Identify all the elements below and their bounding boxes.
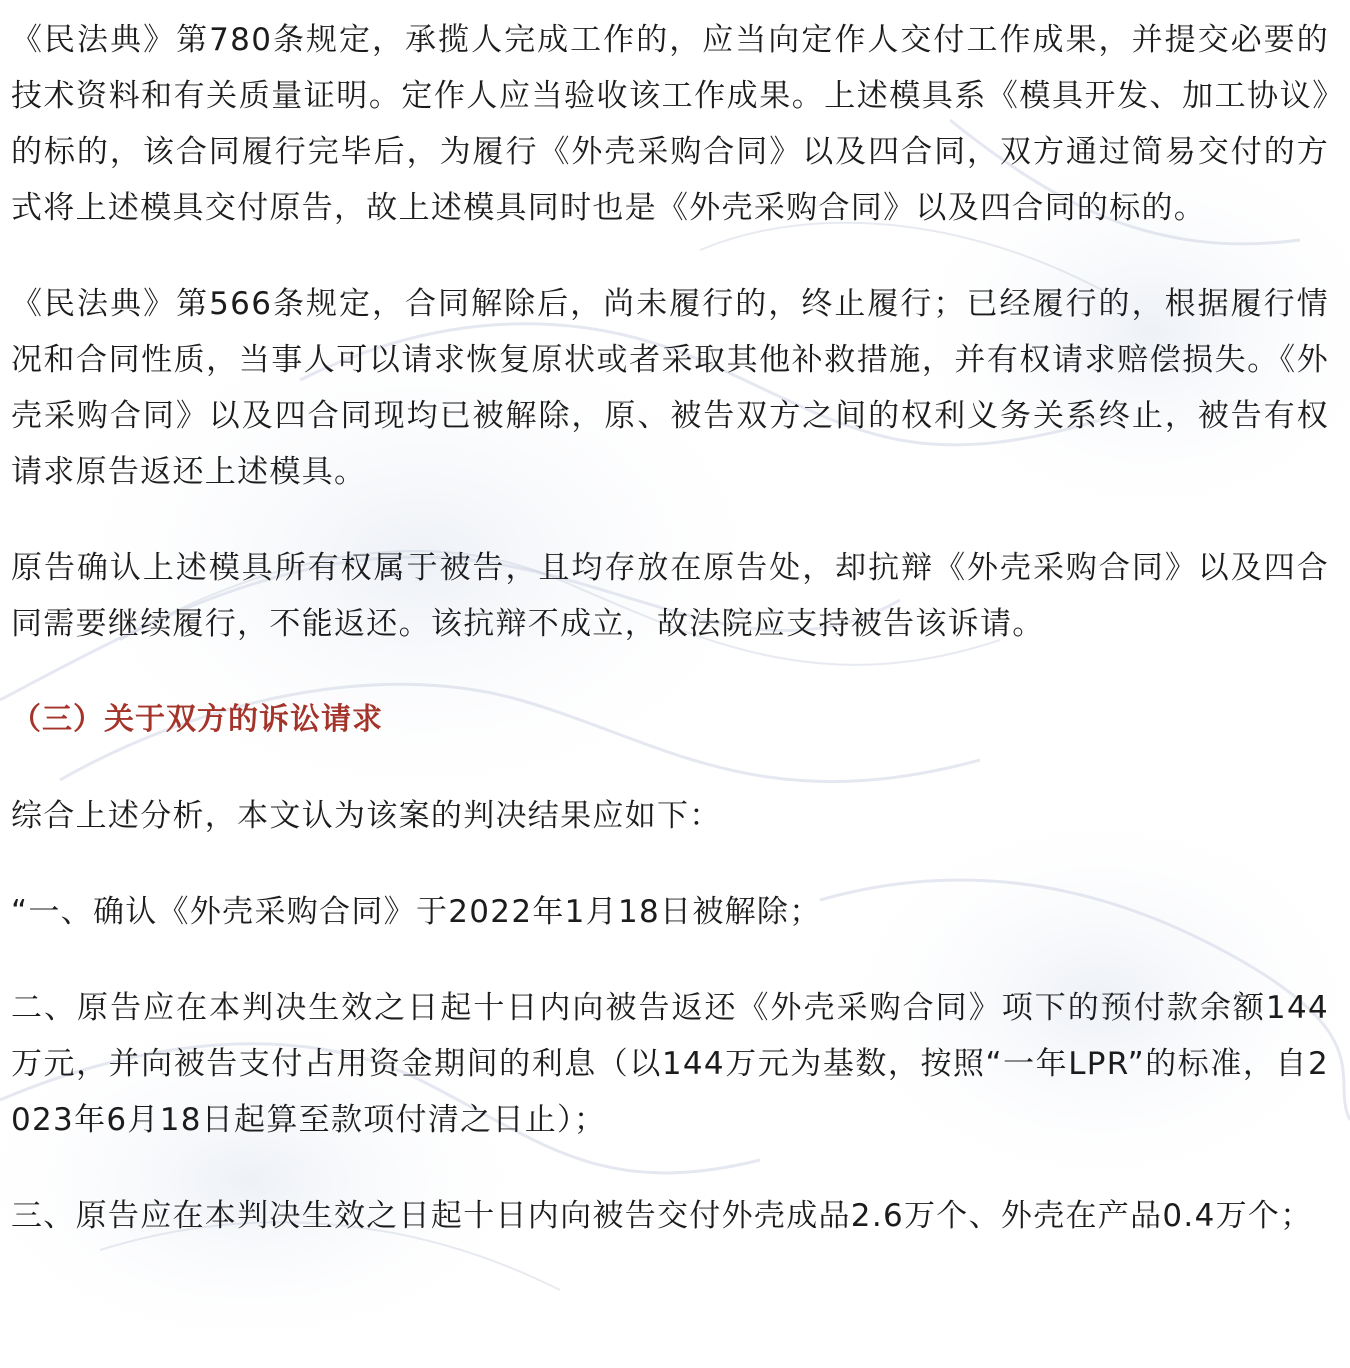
article-body	[11, 12, 1329, 1244]
paragraph-civil-code-566: 《民法典》第566条规定，合同解除后，尚未履行的，终止履行；已经履行的，根据履行情况和合同性质，当事人可以请求恢复原状或者采取其他补救措施，并有权请求赔偿损失。《外壳采购合同》以及四合同现均已被解除，原、被告双方之间的权利义务关系终止，被告有权请求原告返还上述模具。	[11, 286, 1329, 490]
judgment-item: 三、原告应在本判决生效之日起十日内向被告交付外壳成品2.6万个、外壳在产品0.4万个；	[11, 1198, 1313, 1234]
judgment-item: “一、确认《外壳采购合同》于2022年1月18日被解除；	[11, 894, 822, 930]
paragraph-plaintiff-confirmation: 原告确认上述模具所有权属于被告，且均存放在原告处，却抗辩《外壳采购合同》以及四合同需要继续履行，不能返还。该抗辩不成立，故法院应支持被告该诉请。	[11, 550, 1329, 642]
judgment-item: 二、原告应在本判决生效之日起十日内向被告返还《外壳采购合同》项下的预付款余额144万元，并向被告支付占用资金期间的利息（以144万元为基数，按照“一年LPR”的标准，自2023年6月18日起算至款项付清之日止）；	[11, 990, 1329, 1138]
section-heading: （三）关于双方的诉讼请求	[11, 702, 383, 737]
paragraph-civil-code-780: 《民法典》第780条规定，承揽人完成工作的，应当向定作人交付工作成果，并提交必要的技术资料和有关质量证明。定作人应当验收该工作成果。上述模具系《模具开发、加工协议》的标的，该合同履行完毕后，为履行《外壳采购合同》以及四合同，双方通过简易交付的方式将上述模具交付原告，故上述模具同时也是《外壳采购合同》以及四合同的标的。	[11, 22, 1329, 226]
judgment-intro: 综合上述分析，本文认为该案的判决结果应如下：	[11, 798, 722, 834]
